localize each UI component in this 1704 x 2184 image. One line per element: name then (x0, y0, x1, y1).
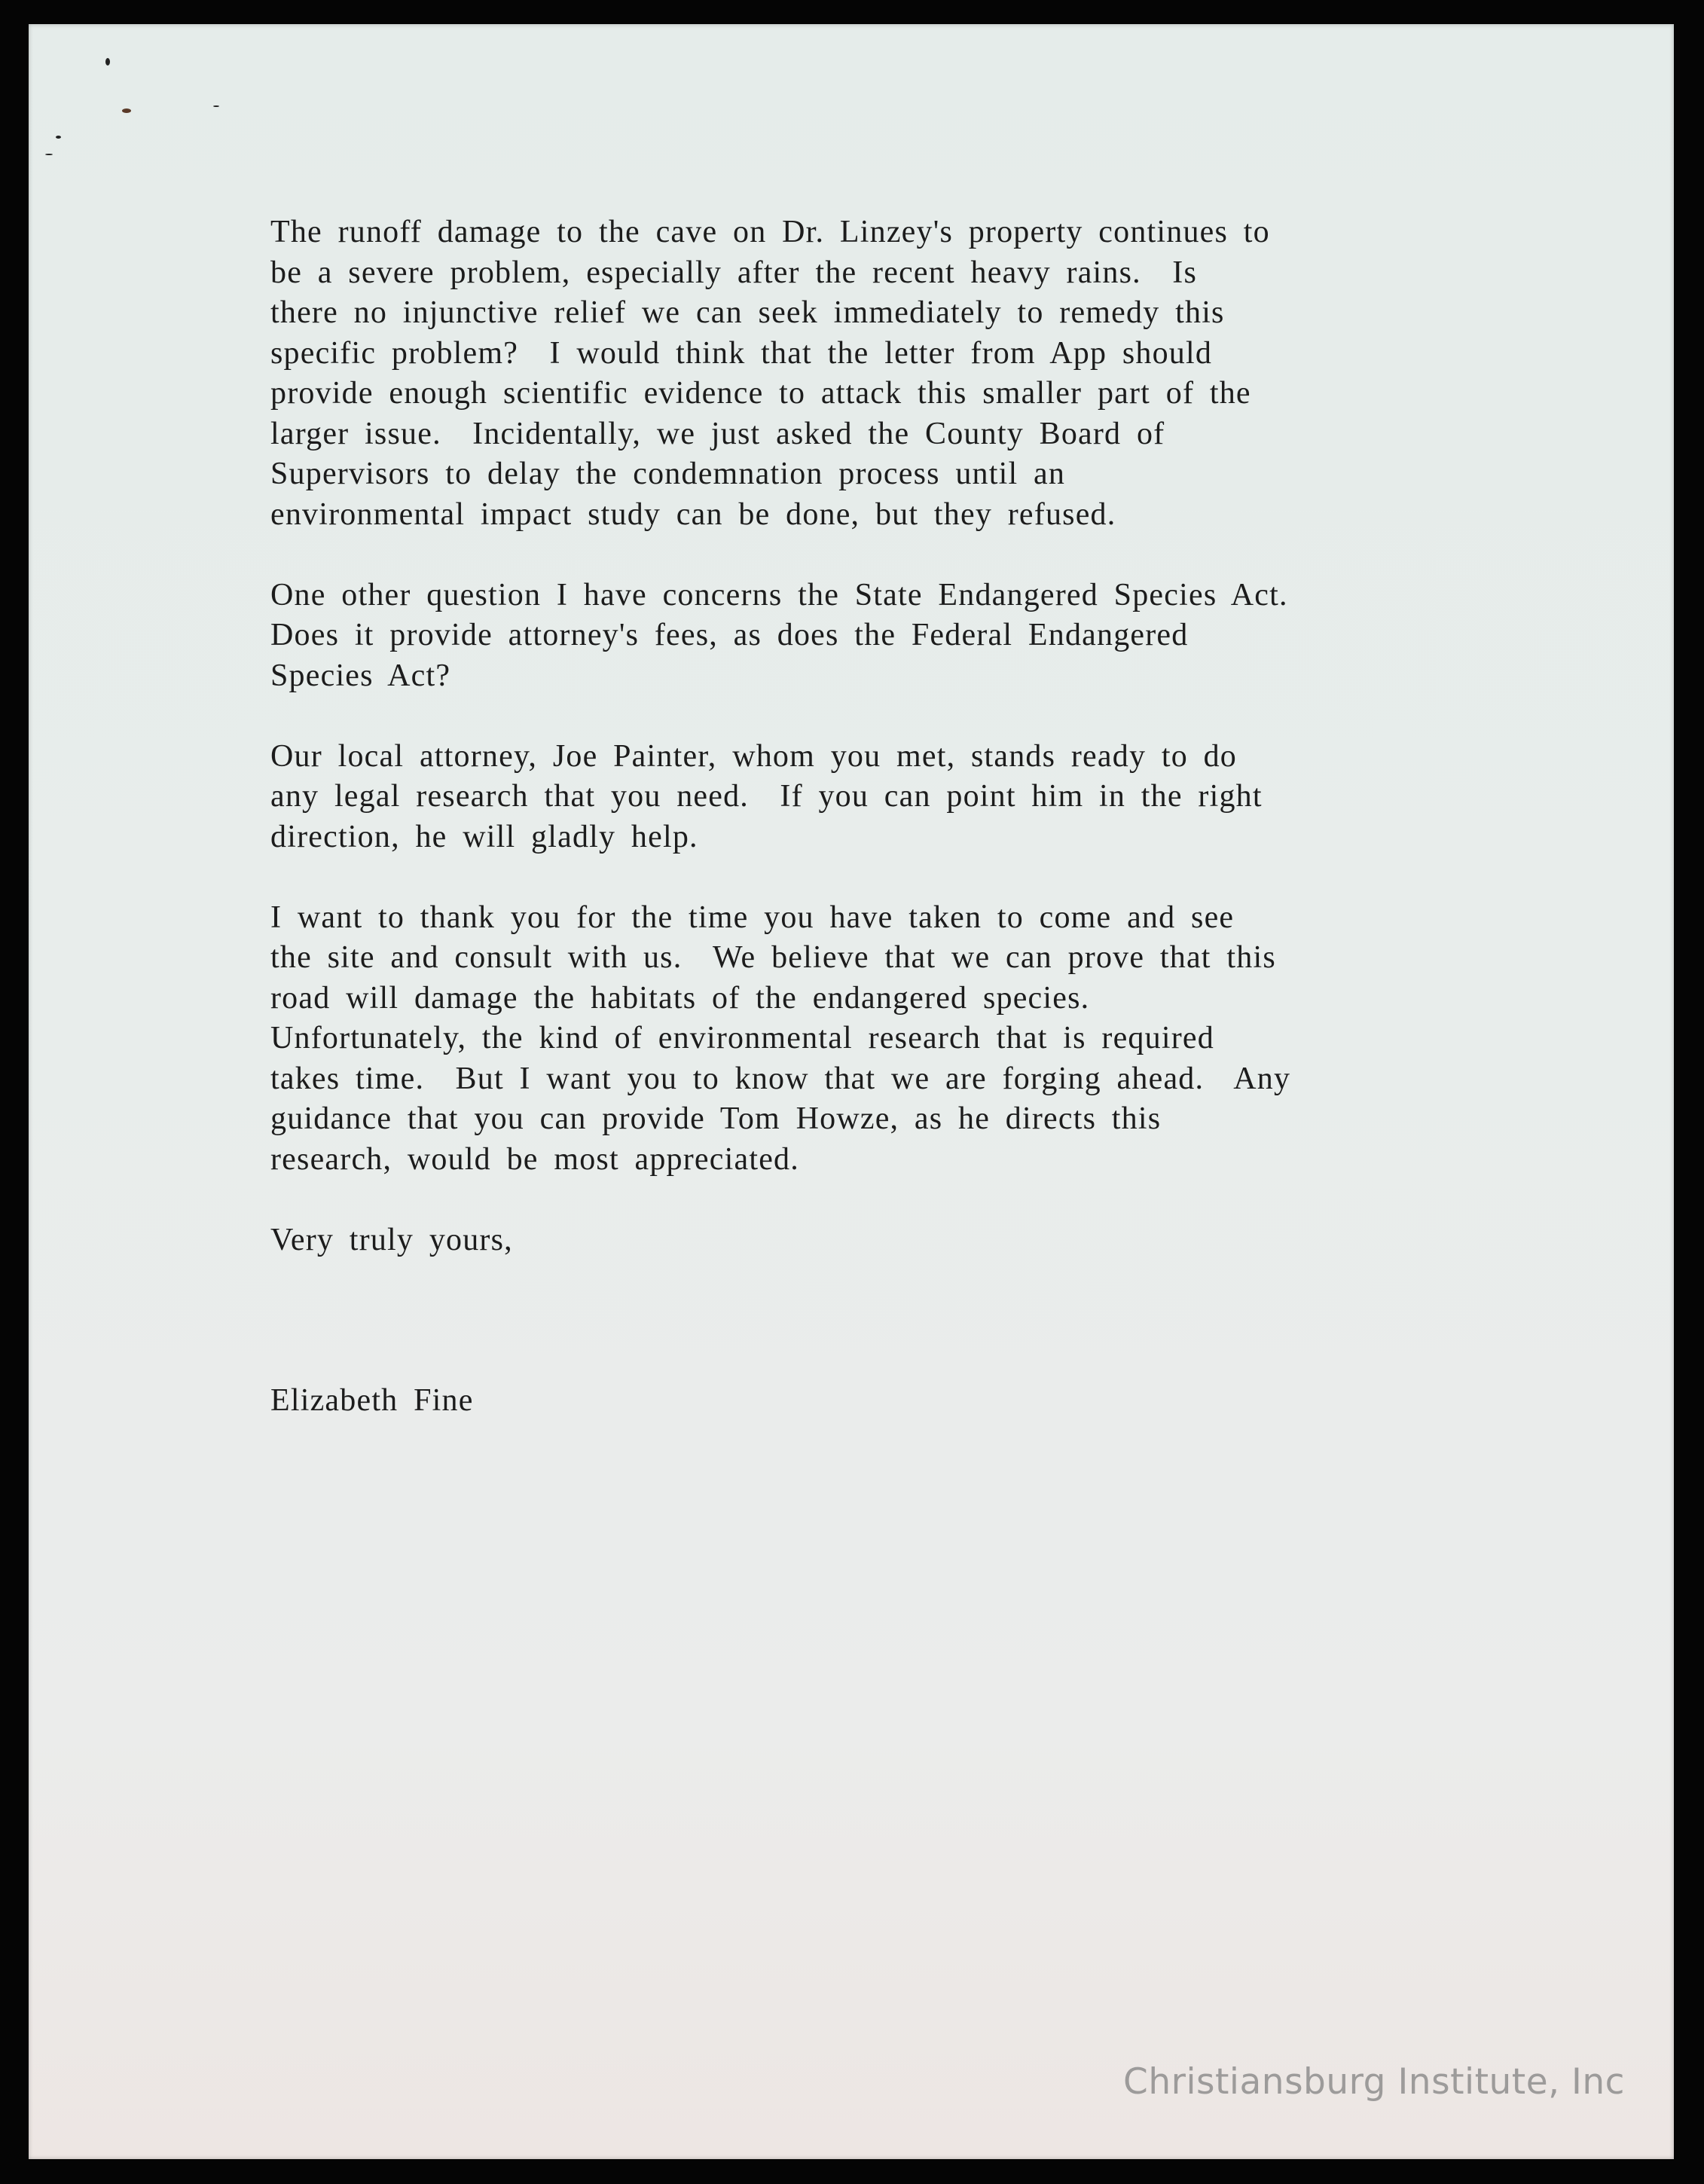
letter-line: Supervisors to delay the condemnation process until an (270, 457, 1066, 491)
letter-line: environmental impact study can be done, but they refused. (270, 496, 1116, 532)
letter-closing: Very truly yours, (270, 1222, 513, 1257)
letter-line: I want to thank you for the time you have taken to come and see (270, 900, 1235, 935)
letter-line: be a severe problem, especially after the recent heavy rains. Is (270, 255, 1197, 290)
letter-paragraph (270, 898, 1506, 1181)
letter-line: larger issue. Incidentally, we just asked the County Board of (270, 416, 1165, 451)
letter-signature: Elizabeth Fine (270, 1383, 474, 1418)
letter-paragraph (270, 576, 1506, 697)
ink-speck (213, 105, 219, 107)
ink-speck (122, 108, 131, 113)
ink-speck (105, 58, 110, 66)
letter-line: any legal research that you need. If you can point him in the right (270, 779, 1263, 814)
watermark: Christiansburg Institute, Inc (1123, 2061, 1625, 2103)
ink-speck (45, 154, 53, 155)
letter-paragraph (270, 212, 1506, 535)
letter-paragraph (270, 737, 1506, 858)
letter-line: Species Act? (270, 658, 451, 693)
letter-line: there no injunctive relief we can seek immediately to remedy this (270, 295, 1225, 330)
letter-line: the site and consult with us. We believe that we can prove that this (270, 940, 1276, 975)
ink-speck (56, 136, 61, 139)
letter-line: research, would be most appreciated. (270, 1141, 799, 1177)
letter-line: provide enough scientific evidence to attack this smaller part of the (270, 376, 1251, 411)
letter-line: specific problem? I would think that the letter from App should (270, 335, 1213, 371)
letter-line: Our local attorney, Joe Painter, whom you met, stands ready to do (270, 738, 1238, 774)
letter-line: Does it provide attorney's fees, as does the Federal Endangered (270, 618, 1189, 652)
letter-line: The runoff damage to the cave on Dr. Linzey's property continues to (270, 215, 1270, 249)
letter-line: guidance that you can provide Tom Howze, as he directs this (270, 1101, 1162, 1136)
letter-line: One other question I have concerns the State Endangered Species Act. (270, 577, 1288, 612)
letter-line: road will damage the habitats of the endangered species. (270, 980, 1090, 1016)
letter-line: direction, he will gladly help. (270, 819, 698, 854)
letter-line: Unfortunately, the kind of environmental research that is required (270, 1021, 1214, 1055)
letter-line: takes time. But I want you to know that we are forging ahead. Any (270, 1061, 1291, 1096)
letter-body (270, 212, 1506, 1422)
